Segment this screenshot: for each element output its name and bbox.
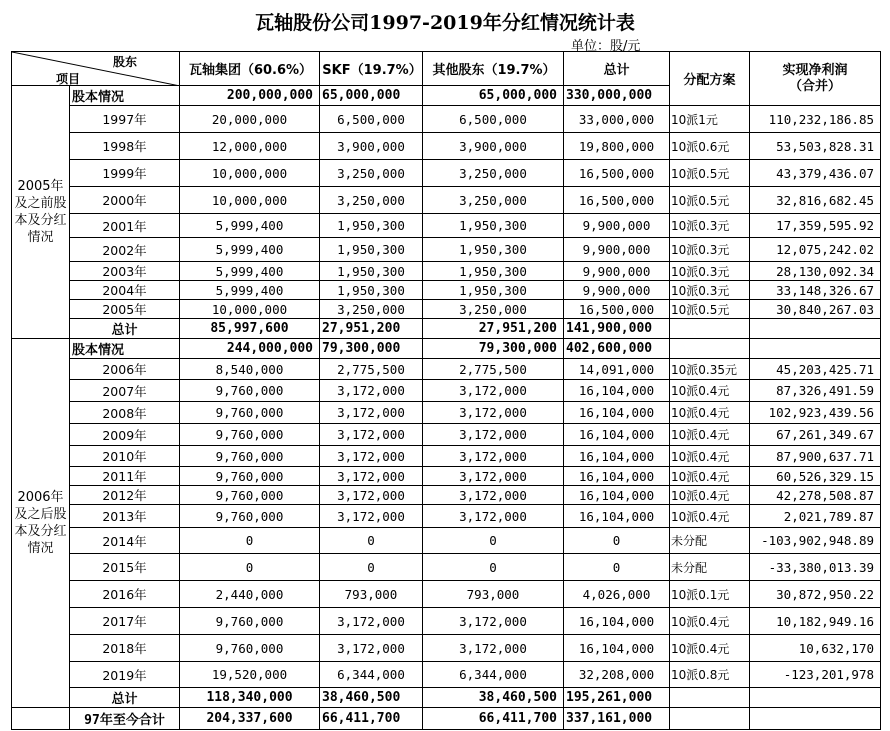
plan-cell: 10派0.1元	[670, 581, 750, 608]
subtotal-col1: 85,997,600	[180, 319, 320, 339]
subtotal-total: 141,900,000	[564, 319, 670, 339]
col2-cell: 2,775,500	[320, 359, 423, 380]
header-col1: 瓦轴集团（60.6%）	[180, 52, 320, 86]
col3-cell: 6,344,000	[423, 662, 564, 688]
total-cell: 16,104,000	[564, 486, 670, 505]
net-profit-cell: -123,201,978	[750, 662, 881, 688]
plan-cell: 10派0.3元	[670, 238, 750, 262]
col3-cell: 3,900,000	[423, 133, 564, 160]
col3-cell: 3,172,000	[423, 505, 564, 528]
col2-cell: 0	[320, 554, 423, 581]
year-cell: 2007年	[70, 380, 180, 402]
grand-total-col1: 204,337,600	[180, 708, 320, 730]
col1-cell: 0	[180, 528, 320, 554]
equity-col2: 79,300,000	[320, 339, 423, 359]
total-cell: 16,500,000	[564, 187, 670, 214]
plan-cell: 10派0.4元	[670, 635, 750, 662]
net-profit-cell: 10,632,170	[750, 635, 881, 662]
net-profit-cell: 43,379,436.07	[750, 160, 881, 187]
total-cell: 16,104,000	[564, 402, 670, 424]
net-cell	[750, 688, 881, 708]
plan-cell: 10派0.3元	[670, 262, 750, 281]
table-row	[12, 608, 881, 635]
col2-cell: 793,000	[320, 581, 423, 608]
subtotal-col3: 38,460,500	[423, 688, 564, 708]
col3-cell: 0	[423, 528, 564, 554]
net-profit-cell: 53,503,828.31	[750, 133, 881, 160]
col2-cell: 3,900,000	[320, 133, 423, 160]
col3-cell: 1,950,300	[423, 238, 564, 262]
plan-cell: 10派0.5元	[670, 160, 750, 187]
group-label: 2006年及之后股本及分红情况	[12, 339, 70, 708]
col3-cell: 1,950,300	[423, 281, 564, 300]
col1-cell: 0	[180, 554, 320, 581]
year-cell: 2011年	[70, 467, 180, 486]
table-row	[12, 662, 881, 688]
subtotal-col2: 38,460,500	[320, 688, 423, 708]
total-cell: 16,500,000	[564, 300, 670, 319]
grand-total-col2: 66,411,700	[320, 708, 423, 730]
table-row	[12, 528, 881, 554]
grand-total-row	[12, 708, 881, 730]
unit-label: 单位：股/元	[571, 39, 641, 54]
diagonal-line	[12, 52, 180, 86]
diagonal-header-cell	[12, 52, 180, 86]
col2-cell: 0	[320, 528, 423, 554]
col1-cell: 10,000,000	[180, 187, 320, 214]
col3-cell: 3,172,000	[423, 424, 564, 446]
plan-cell: 10派0.5元	[670, 187, 750, 214]
col3-cell: 3,250,000	[423, 187, 564, 214]
equity-col2: 65,000,000	[320, 86, 423, 106]
col1-cell: 5,999,400	[180, 262, 320, 281]
col2-cell: 3,250,000	[320, 187, 423, 214]
col3-cell: 6,500,000	[423, 106, 564, 133]
net-profit-cell: 2,021,789.87	[750, 505, 881, 528]
equity-row	[12, 339, 881, 359]
table-row	[12, 581, 881, 608]
col2-cell: 1,950,300	[320, 262, 423, 281]
net-profit-cell: 87,326,491.59	[750, 380, 881, 402]
table-row	[12, 424, 881, 446]
year-cell: 2013年	[70, 505, 180, 528]
total-cell: 0	[564, 528, 670, 554]
table-row	[12, 446, 881, 467]
col1-cell: 19,520,000	[180, 662, 320, 688]
grand-total-blank	[12, 708, 70, 730]
year-cell: 2019年	[70, 662, 180, 688]
total-cell: 16,104,000	[564, 424, 670, 446]
col1-cell: 9,760,000	[180, 402, 320, 424]
net-profit-cell: 32,816,682.45	[750, 187, 881, 214]
table-row	[12, 635, 881, 662]
net-profit-cell: -33,380,013.39	[750, 554, 881, 581]
table-row	[12, 106, 881, 133]
col1-cell: 9,760,000	[180, 380, 320, 402]
plan-cell: 10派0.4元	[670, 467, 750, 486]
col2-cell: 3,172,000	[320, 424, 423, 446]
table-row	[12, 554, 881, 581]
col2-cell: 3,172,000	[320, 467, 423, 486]
col2-cell: 3,172,000	[320, 446, 423, 467]
col3-cell: 3,172,000	[423, 635, 564, 662]
year-cell: 2012年	[70, 486, 180, 505]
col3-cell: 3,172,000	[423, 608, 564, 635]
total-cell: 16,104,000	[564, 380, 670, 402]
total-cell: 0	[564, 554, 670, 581]
grand-total-col3: 66,411,700	[423, 708, 564, 730]
total-cell: 16,500,000	[564, 160, 670, 187]
plan-cell: 10派0.3元	[670, 214, 750, 238]
header-net-profit	[750, 52, 881, 106]
table-row	[12, 486, 881, 505]
table-row	[12, 262, 881, 281]
net-profit-cell: 17,359,595.92	[750, 214, 881, 238]
year-cell: 2004年	[70, 281, 180, 300]
year-cell: 1997年	[70, 106, 180, 133]
year-cell: 1998年	[70, 133, 180, 160]
group-label: 2005年及之前股本及分红情况	[12, 86, 70, 339]
plan-cell: 10派0.4元	[670, 486, 750, 505]
plan-cell: 10派0.4元	[670, 424, 750, 446]
col2-cell: 3,172,000	[320, 505, 423, 528]
col2-cell: 3,172,000	[320, 486, 423, 505]
total-cell: 32,208,000	[564, 662, 670, 688]
total-cell: 16,104,000	[564, 635, 670, 662]
col2-cell: 3,172,000	[320, 402, 423, 424]
plan-cell: 10派0.4元	[670, 380, 750, 402]
net-profit-cell: 30,872,950.22	[750, 581, 881, 608]
total-cell: 19,800,000	[564, 133, 670, 160]
total-cell: 9,900,000	[564, 214, 670, 238]
plan-cell: 10派0.6元	[670, 133, 750, 160]
col2-cell: 3,172,000	[320, 380, 423, 402]
equity-total: 402,600,000	[564, 339, 670, 359]
col2-cell: 1,950,300	[320, 238, 423, 262]
table-row	[12, 300, 881, 319]
header-col2: SKF（19.7%）	[320, 52, 423, 86]
total-cell: 16,104,000	[564, 608, 670, 635]
col2-cell: 6,500,000	[320, 106, 423, 133]
net-profit-cell: -103,902,948.89	[750, 528, 881, 554]
col3-cell: 3,250,000	[423, 160, 564, 187]
header-row	[12, 52, 881, 86]
col1-cell: 9,760,000	[180, 505, 320, 528]
net-profit-cell: 67,261,349.67	[750, 424, 881, 446]
plan-cell: 10派0.5元	[670, 300, 750, 319]
table-row	[12, 505, 881, 528]
total-cell: 33,000,000	[564, 106, 670, 133]
subtotal-row	[12, 319, 881, 339]
col2-cell: 1,950,300	[320, 214, 423, 238]
table-row	[12, 133, 881, 160]
equity-total: 330,000,000	[564, 86, 670, 106]
header-item: 项目	[56, 72, 81, 86]
plan-cell	[670, 688, 750, 708]
net-cell	[750, 708, 881, 730]
subtotal-col1: 118,340,000	[180, 688, 320, 708]
net-profit-cell: 28,130,092.34	[750, 262, 881, 281]
table-row	[12, 238, 881, 262]
page-title: 瓦轴股份公司1997-2019年分红情况统计表	[255, 12, 635, 34]
table-row	[12, 187, 881, 214]
total-cell: 9,900,000	[564, 238, 670, 262]
equity-col1: 200,000,000	[180, 86, 320, 106]
subtotal-label: 总计	[70, 319, 180, 339]
equity-col3: 79,300,000	[423, 339, 564, 359]
net-profit-cell: 45,203,425.71	[750, 359, 881, 380]
table-row	[12, 359, 881, 380]
header-shareholder: 股东	[112, 55, 137, 69]
plan-cell: 10派1元	[670, 106, 750, 133]
col3-cell: 3,172,000	[423, 467, 564, 486]
col3-cell: 3,172,000	[423, 380, 564, 402]
net-cell	[750, 339, 881, 359]
year-cell: 2014年	[70, 528, 180, 554]
col3-cell: 3,172,000	[423, 402, 564, 424]
col1-cell: 12,000,000	[180, 133, 320, 160]
col3-cell: 793,000	[423, 581, 564, 608]
col3-cell: 0	[423, 554, 564, 581]
plan-cell: 10派0.4元	[670, 402, 750, 424]
col1-cell: 2,440,000	[180, 581, 320, 608]
plan-cell	[670, 319, 750, 339]
col1-cell: 9,760,000	[180, 635, 320, 662]
total-cell: 16,104,000	[564, 505, 670, 528]
col2-cell: 1,950,300	[320, 281, 423, 300]
grand-total-total: 337,161,000	[564, 708, 670, 730]
col1-cell: 5,999,400	[180, 214, 320, 238]
net-profit-cell: 42,278,508.87	[750, 486, 881, 505]
header-net-line2: （合并）	[788, 78, 841, 94]
col1-cell: 5,999,400	[180, 238, 320, 262]
col1-cell: 5,999,400	[180, 281, 320, 300]
equity-col3: 65,000,000	[423, 86, 564, 106]
table-row	[12, 380, 881, 402]
col2-cell: 3,172,000	[320, 608, 423, 635]
col2-cell: 3,172,000	[320, 635, 423, 662]
subtotal-row	[12, 688, 881, 708]
col2-cell: 3,250,000	[320, 160, 423, 187]
year-cell: 2001年	[70, 214, 180, 238]
equity-label: 股本情况	[70, 86, 180, 106]
col3-cell: 3,250,000	[423, 300, 564, 319]
col1-cell: 9,760,000	[180, 446, 320, 467]
net-cell	[750, 319, 881, 339]
col3-cell: 1,950,300	[423, 262, 564, 281]
header-plan: 分配方案	[670, 52, 750, 106]
col1-cell: 10,000,000	[180, 160, 320, 187]
subtotal-label: 总计	[70, 688, 180, 708]
subtotal-total: 195,261,000	[564, 688, 670, 708]
net-profit-cell: 110,232,186.85	[750, 106, 881, 133]
year-cell: 2015年	[70, 554, 180, 581]
year-cell: 2002年	[70, 238, 180, 262]
total-cell: 14,091,000	[564, 359, 670, 380]
col2-cell: 6,344,000	[320, 662, 423, 688]
net-profit-cell: 12,075,242.02	[750, 238, 881, 262]
dividend-table	[11, 51, 881, 730]
col1-cell: 9,760,000	[180, 424, 320, 446]
subtotal-col2: 27,951,200	[320, 319, 423, 339]
total-cell: 4,026,000	[564, 581, 670, 608]
table-row	[12, 160, 881, 187]
plan-cell: 10派0.4元	[670, 608, 750, 635]
year-cell: 2008年	[70, 402, 180, 424]
net-profit-cell: 33,148,326.67	[750, 281, 881, 300]
table-row	[12, 214, 881, 238]
equity-label: 股本情况	[70, 339, 180, 359]
col1-cell: 9,760,000	[180, 467, 320, 486]
net-profit-cell: 87,900,637.71	[750, 446, 881, 467]
table-row	[12, 402, 881, 424]
plan-cell: 10派0.35元	[670, 359, 750, 380]
plan-cell: 10派0.8元	[670, 662, 750, 688]
year-cell: 2005年	[70, 300, 180, 319]
plan-cell: 10派0.4元	[670, 505, 750, 528]
plan-cell	[670, 339, 750, 359]
table-row	[12, 467, 881, 486]
net-profit-cell: 60,526,329.15	[750, 467, 881, 486]
year-cell: 2018年	[70, 635, 180, 662]
col3-cell: 3,172,000	[423, 446, 564, 467]
col3-cell: 3,172,000	[423, 486, 564, 505]
col1-cell: 8,540,000	[180, 359, 320, 380]
col1-cell: 9,760,000	[180, 486, 320, 505]
plan-cell	[670, 708, 750, 730]
plan-cell: 未分配	[670, 554, 750, 581]
col1-cell: 9,760,000	[180, 608, 320, 635]
total-cell: 16,104,000	[564, 467, 670, 486]
col3-cell: 2,775,500	[423, 359, 564, 380]
year-cell: 2017年	[70, 608, 180, 635]
year-cell: 2003年	[70, 262, 180, 281]
year-cell: 2006年	[70, 359, 180, 380]
header-total: 总计	[564, 52, 670, 86]
total-cell: 16,104,000	[564, 446, 670, 467]
grand-total-label: 97年至今合计	[70, 708, 180, 730]
net-profit-cell: 10,182,949.16	[750, 608, 881, 635]
equity-col1: 244,000,000	[180, 339, 320, 359]
table-row	[12, 281, 881, 300]
header-col3: 其他股东（19.7%）	[423, 52, 564, 86]
year-cell: 2009年	[70, 424, 180, 446]
subtotal-col3: 27,951,200	[423, 319, 564, 339]
year-cell: 2016年	[70, 581, 180, 608]
year-cell: 2000年	[70, 187, 180, 214]
col2-cell: 3,250,000	[320, 300, 423, 319]
year-cell: 2010年	[70, 446, 180, 467]
net-profit-cell: 102,923,439.56	[750, 402, 881, 424]
col1-cell: 10,000,000	[180, 300, 320, 319]
col1-cell: 20,000,000	[180, 106, 320, 133]
col3-cell: 1,950,300	[423, 214, 564, 238]
plan-cell: 10派0.3元	[670, 281, 750, 300]
total-cell: 9,900,000	[564, 281, 670, 300]
plan-cell: 未分配	[670, 528, 750, 554]
plan-cell: 10派0.4元	[670, 446, 750, 467]
year-cell: 1999年	[70, 160, 180, 187]
total-cell: 9,900,000	[564, 262, 670, 281]
header-net-line1: 实现净利润	[782, 62, 848, 78]
net-profit-cell: 30,840,267.03	[750, 300, 881, 319]
